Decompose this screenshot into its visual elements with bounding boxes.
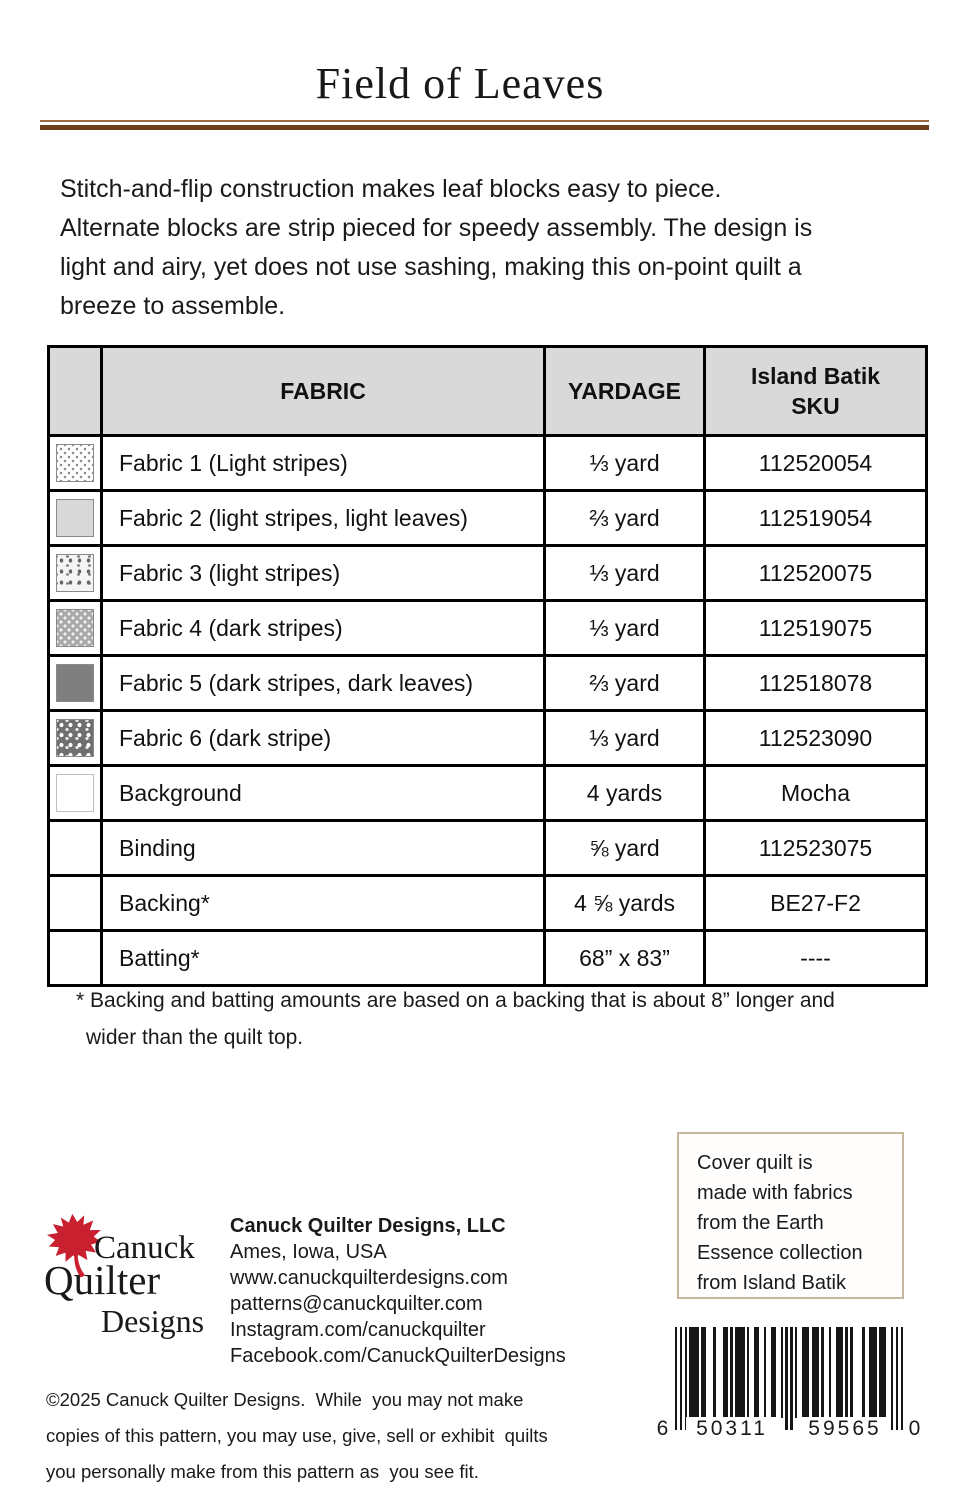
table-row	[49, 711, 927, 766]
fabric-name: Fabric 4 (dark stripes)	[102, 601, 545, 656]
fabric-name: Fabric 3 (light stripes)	[102, 546, 545, 601]
cover-note-line: Cover quilt is	[697, 1152, 813, 1174]
copyright-line: copies of this pattern, you may use, give, sell or exhibit quilts	[46, 1425, 548, 1446]
description-line: light and airy, yet does not use sashing, making this on-point quilt a	[60, 253, 802, 281]
cover-note-line: from the Earth	[697, 1212, 824, 1234]
table-row	[49, 656, 927, 711]
fabric-swatch	[56, 719, 94, 757]
company-location: Ames, Iowa, USA	[230, 1241, 387, 1263]
header-yardage: YARDAGE	[545, 347, 705, 436]
logo-word-canuck: Canuck	[94, 1230, 195, 1266]
company-instagram: Instagram.com/canuckquilter	[230, 1319, 486, 1341]
fabric-name: Fabric 5 (dark stripes, dark leaves)	[102, 656, 545, 711]
fabric-name: Fabric 2 (light stripes, light leaves)	[102, 491, 545, 546]
fabric-swatch	[56, 664, 94, 702]
yardage-value: ⅓ yard	[545, 601, 705, 656]
yardage-value: 68” x 83”	[545, 931, 705, 986]
title-divider-rule	[40, 120, 929, 130]
description-line: Stitch-and-flip construction makes leaf blocks easy to piece.	[60, 175, 722, 203]
fabric-swatch	[56, 939, 94, 977]
fabric-swatch	[56, 444, 94, 482]
company-info	[230, 1213, 566, 1369]
fabric-swatch	[56, 554, 94, 592]
table-row	[49, 546, 927, 601]
fabric-name: Background	[102, 766, 545, 821]
barcode-right-digit: 0	[908, 1417, 924, 1440]
fabric-swatch	[56, 609, 94, 647]
fabric-swatch	[56, 499, 94, 537]
sku-value: 112518078	[705, 656, 927, 711]
yardage-value: 4 ⅝ yards	[545, 876, 705, 931]
sku-value: 112520075	[705, 546, 927, 601]
fabric-swatch	[56, 884, 94, 922]
fabric-swatch	[56, 774, 94, 812]
table-row	[49, 491, 927, 546]
upc-barcode	[657, 1327, 923, 1443]
sku-value: 112523075	[705, 821, 927, 876]
table-row	[49, 436, 927, 491]
yardage-value: ⅓ yard	[545, 711, 705, 766]
sku-value: ----	[705, 931, 927, 986]
cover-note-line: made with fabrics	[697, 1182, 853, 1204]
copyright-line: ©2025 Canuck Quilter Designs. While you may not make	[46, 1389, 524, 1410]
footnote-line: * Backing and batting amounts are based on a backing that is about 8” longer and	[76, 989, 835, 1012]
sku-value: 112520054	[705, 436, 927, 491]
barcode-bars	[675, 1327, 903, 1431]
fabric-name: Backing*	[102, 876, 545, 931]
yardage-value: 4 yards	[545, 766, 705, 821]
table-row	[49, 766, 927, 821]
header-island-batik-sku: Island Batik SKU	[705, 347, 927, 436]
table-row	[49, 821, 927, 876]
fabric-name: Batting*	[102, 931, 545, 986]
backing-batting-footnote	[76, 982, 835, 1056]
fabric-name: Fabric 6 (dark stripe)	[102, 711, 545, 766]
table-header-row	[49, 347, 927, 436]
fabric-swatch	[56, 829, 94, 867]
barcode-left-digit: 6	[656, 1417, 672, 1440]
copyright-notice	[46, 1382, 548, 1490]
yardage-value: ⅓ yard	[545, 436, 705, 491]
fabric-yardage-table	[47, 345, 928, 987]
table-row	[49, 931, 927, 986]
footnote-line: wider than the quilt top.	[86, 1026, 304, 1049]
header-fabric: FABRIC	[102, 347, 545, 436]
cover-note-line: Essence collection	[697, 1242, 863, 1264]
sku-value: 112519075	[705, 601, 927, 656]
sku-value: 112523090	[705, 711, 927, 766]
yardage-value: ⅓ yard	[545, 546, 705, 601]
description-line: breeze to assemble.	[60, 292, 286, 320]
cover-quilt-note-box	[677, 1132, 904, 1299]
page-title: Field of Leaves	[315, 59, 605, 108]
canuck-quilter-logo	[44, 1206, 244, 1366]
logo-word-designs: Designs	[101, 1303, 205, 1339]
barcode-left-group: 50311	[686, 1417, 778, 1441]
table-row	[49, 601, 927, 656]
sku-value: BE27-F2	[705, 876, 927, 931]
description-line: Alternate blocks are strip pieced for speedy assembly. The design is	[60, 214, 813, 242]
fabric-name: Binding	[102, 821, 545, 876]
company-name: Canuck Quilter Designs, LLC	[230, 1215, 506, 1237]
yardage-value: ⅝ yard	[545, 821, 705, 876]
company-facebook: Facebook.com/CanuckQuilterDesigns	[230, 1345, 566, 1367]
company-website: www.canuckquilterdesigns.com	[230, 1267, 508, 1289]
table-row	[49, 876, 927, 931]
sku-value: Mocha	[705, 766, 927, 821]
copyright-line: you personally make from this pattern as you see fit.	[46, 1461, 479, 1482]
company-email: patterns@canuckquilter.com	[230, 1293, 483, 1315]
header-swatch-cell	[49, 347, 102, 436]
logo-word-quilter: Quilter	[44, 1257, 161, 1303]
sku-value: 112519054	[705, 491, 927, 546]
yardage-value: ⅔ yard	[545, 656, 705, 711]
fabric-name: Fabric 1 (Light stripes)	[102, 436, 545, 491]
description-paragraph	[60, 170, 920, 326]
cover-note-line: from Island Batik	[697, 1272, 846, 1294]
yardage-value: ⅔ yard	[545, 491, 705, 546]
barcode-right-group: 59565	[799, 1417, 891, 1441]
